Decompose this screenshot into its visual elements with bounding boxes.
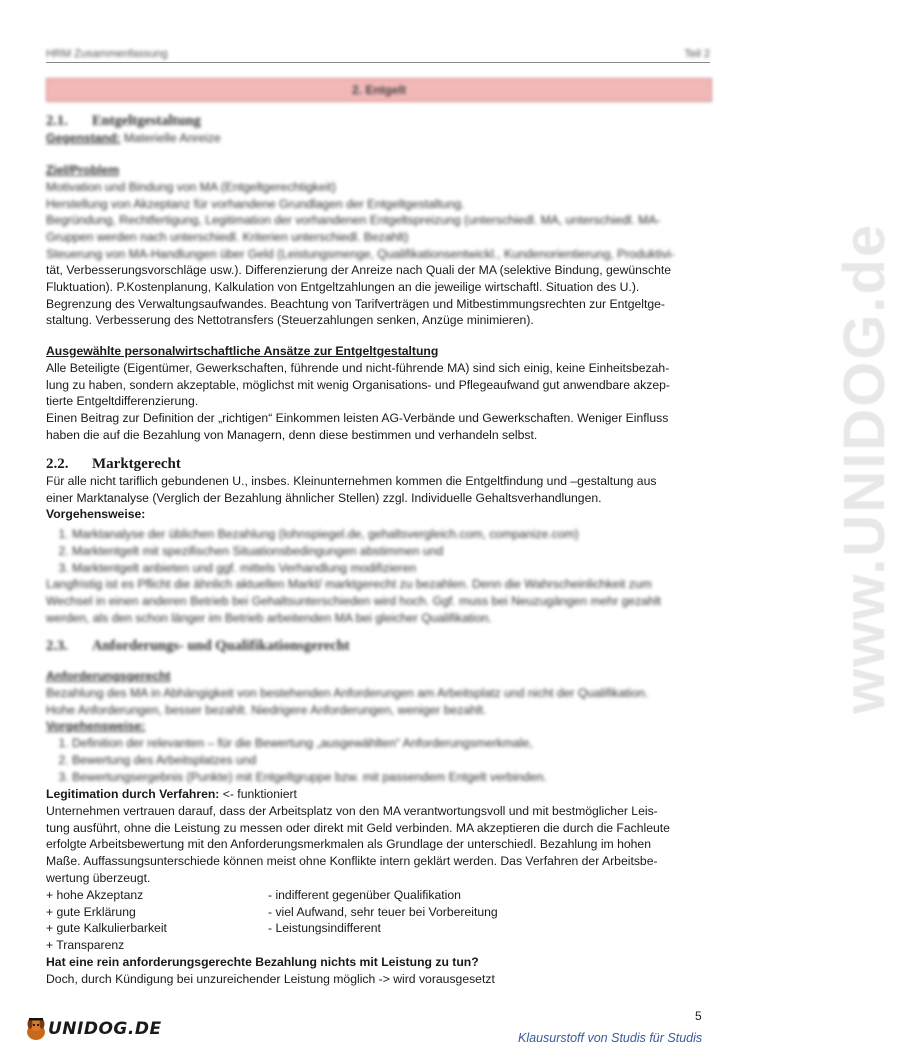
text-line: tierte Entgeltdifferenzierung.	[46, 394, 199, 409]
logo-text: UNIDOG.DE	[48, 1018, 162, 1039]
subject-label: Gegenstand:	[46, 130, 121, 145]
section-2-3-blurred	[46, 668, 710, 786]
legitimation-note: <- funktioniert	[219, 787, 297, 801]
text-line: wertung überzeugt.	[46, 870, 151, 885]
page-header	[46, 46, 710, 63]
chapter-title: 2. Entgelt	[46, 78, 712, 102]
text-line: tung ausführt, ohne die Leistung zu messen oder direkt mit Geld verbinden. MA akzeptieren die durch die Fachleute	[46, 820, 670, 835]
procedure-label: Vorgehensweise:	[46, 719, 146, 734]
procedure-list	[46, 526, 710, 576]
text-line: erfolgte Arbeitsbewertung mit den Anforderungsmerkmalen als Grundlage der unterschiedl. Bezahlung im hohen	[46, 837, 651, 852]
section-2-2-blurred	[46, 526, 710, 627]
list-item: 1. Definition der relevanten – für die Bewertung „ausgewählten“ Anforderungsmerkmale,	[72, 735, 710, 752]
text-line: Für alle nicht tariflich gebundenen U., insbes. Kleinunternehmen kommen die Entgeltfindung und –gestaltung aus	[46, 473, 657, 488]
text-line: Einen Beitrag zur Definition der „richtigen“ Einkommen leisten AG-Verbände und Gewerkschaften. Weniger Einfluss	[46, 411, 669, 426]
text-line: Begründung, Rechtfertigung, Legitimation der vorhandenen Entgeltspreizung (unterschiedl. MA, unterschiedl. MA-	[46, 213, 661, 228]
approaches-heading: Ausgewählte personalwirtschaftliche Ansätze zur Entgeltgestaltung	[46, 344, 439, 358]
text-line: einer Marktanalyse (Verglich der Bezahlung ähnlicher Stellen) zzgl. Individuelle Gehaltsverhandlungen.	[46, 490, 602, 505]
text-line: Hohe Anforderungen, besser bezahlt. Niedrigere Anforderungen, weniger bezahlt.	[46, 702, 487, 717]
list-item: 1. Marktanalyse der üblichen Bezahlung (lohnspiegel.de, gehaltsvergleich.com, companize.com)	[72, 526, 710, 543]
watermark: www.UNIDOG.de	[832, 222, 897, 714]
pro-item: + hohe Akzeptanz	[46, 887, 144, 902]
goals-continued	[46, 262, 710, 329]
con-item	[268, 937, 710, 954]
pro-item: + gute Erklärung	[46, 904, 136, 919]
section-title: Entgeltgestaltung	[92, 113, 201, 129]
tagline: Klausurstoff von Studis für Studis	[518, 1031, 703, 1045]
procedure-list	[46, 735, 710, 785]
section-number: 2.3.	[46, 638, 68, 654]
text-line: werden, als den schon länger im Betrieb arbeitenden MA bei gleicher Qualifikation.	[46, 610, 492, 625]
text-line: Unternehmen vertrauen darauf, dass der Arbeitsplatz von den MA verantwortungsvoll und mit bestmöglicher Leis-	[46, 803, 658, 818]
con-item: - viel Aufwand, sehr teuer bei Vorbereitung	[268, 904, 498, 919]
list-item: 2. Bewertung des Arbeitsplatzes und	[72, 752, 710, 769]
unidog-logo[interactable]	[24, 1016, 162, 1042]
text-line: Bezahlung des MA in Abhängigkeit von bestehenden Anforderungen am Arbeitsplatz und nicht der Qualifikation.	[46, 685, 649, 700]
dog-icon	[24, 1016, 48, 1042]
text-line: Begrenzung des Verwaltungsaufwandes. Beachtung von Tarifverträgen und Mitbestimmungsrechten zur Entgeltge-	[46, 296, 665, 311]
section-2-1-heading	[46, 113, 710, 147]
section-number: 2.2.	[46, 456, 69, 472]
text-line: Motivation und Bindung von MA (Entgeltgerechtigkeit)	[46, 179, 336, 194]
text-line: Steuerung von MA-Handlungen über Geld (Leistungsmenge, Qualifikationsentwickl., Kundenorientierung, Produktivi-	[46, 246, 675, 261]
text-line: Wechsel in einen anderen Betrieb bei Gehaltsunterschieden wird hoch. Ggf. muss bei Neuzugängen mehr gezahlt	[46, 594, 661, 609]
text-line: Langfristig ist es Pflicht die ähnlich aktuellen Markt/ marktgerecht zu bezahlen. Denn die Wahrscheinlichkeit zum	[46, 577, 652, 592]
text-line: Herstellung von Akzeptanz für vorhandene Grundlagen der Entgeltgestaltung.	[46, 196, 465, 211]
text-line: tät, Verbesserungsvorschläge usw.). Differenzierung der Anreize nach Quali der MA (selektive Bindung, gewünschte	[46, 263, 672, 277]
legitimation-block	[46, 786, 710, 988]
header-left: HRM Zusammenfassung	[46, 48, 168, 60]
text-line: haben die auf die Bezahlung von Managern, denn diese bestimmen und verhandeln selbst.	[46, 427, 538, 442]
header-divider	[46, 62, 710, 63]
pro-item: + gute Kalkulierbarkeit	[46, 921, 167, 936]
section-2-3-heading	[46, 638, 710, 655]
page-number: 5	[695, 1009, 702, 1023]
text-line: Alle Beteiligte (Eigentümer, Gewerkschaften, führende und nicht-führende MA) sind sich einig, keine Einheitsbezah-	[46, 360, 670, 375]
text-line: Maße. Auffassungsunterschiede können meist ohne Konflikte intern geklärt werden. Das Verfahren der Arbeitsbe-	[46, 854, 658, 869]
con-item: - indifferent gegenüber Qualifikation	[268, 887, 461, 902]
section-2-2	[46, 456, 710, 523]
procedure-label: Vorgehensweise:	[46, 507, 146, 522]
subject-value: Materielle Anreize	[123, 130, 221, 145]
text-line: Gruppen werden nach unterschiedl. Kriterien unterschiedl. Bezahlt)	[46, 230, 409, 245]
section-title: Anforderungs- und Qualifikationsgerecht	[92, 638, 350, 654]
pro-item: + Transparenz	[46, 938, 125, 953]
list-item: 3. Bewertungsergebnis (Punkte) mit Entgeltgruppe bzw. mit passendem Entgelt verbinden.	[72, 769, 710, 786]
pros-cons-list	[46, 887, 710, 954]
list-item: 3. Marktentgelt anbieten und ggf. mittels Verhandlung modifizieren	[72, 560, 710, 577]
header-right: Teil 2	[684, 48, 710, 60]
list-item: 2. Marktentgelt mit spezifischen Situationsbedingungen abstimmen und	[72, 543, 710, 560]
legitimation-label: Legitimation durch Verfahren:	[46, 787, 220, 801]
goals-heading: Ziel/Problem	[46, 163, 120, 177]
question: Hat eine rein anforderungsgerechte Bezahlung nichts mit Leistung zu tun?	[46, 954, 479, 969]
con-item: - Leistungsindifferent	[268, 921, 381, 936]
sub-heading: Anforderungsgerecht	[46, 669, 171, 683]
section-title: Marktgerecht	[92, 456, 181, 472]
answer: Doch, durch Kündigung bei unzureichender Leistung möglich -> wird vorausgesetzt	[46, 971, 495, 986]
text-line: Fluktuation). P.Kostenplanung, Kalkulation von Entgeltzahlungen an die jeweilige wirtschaftl. Situation des U.).	[46, 279, 640, 294]
approaches-block	[46, 343, 710, 444]
text-line: staltung. Verbesserung des Nettotransfers (Steuerzahlungen senken, Anzüge minimieren).	[46, 313, 534, 328]
goals-block	[46, 162, 710, 263]
text-line: lung zu haben, sondern akzeptable, möglichst mit wenig Organisations- und Pflegeaufwand gut anwendbare akzep-	[46, 377, 670, 392]
section-number: 2.1.	[46, 113, 68, 129]
